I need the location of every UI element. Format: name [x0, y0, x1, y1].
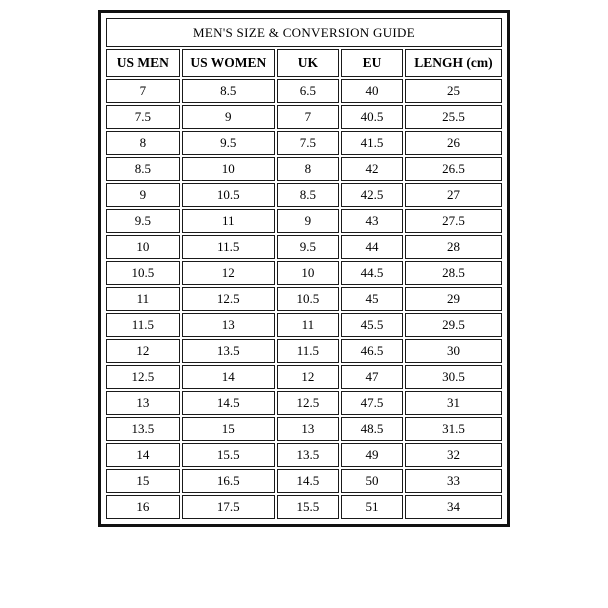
table-row [106, 417, 502, 441]
table-row [106, 235, 502, 259]
cell-uk: 8 [277, 157, 339, 181]
cell-uk: 8.5 [277, 183, 339, 207]
cell-us-women: 11 [182, 209, 275, 233]
cell-length: 27 [405, 183, 502, 207]
cell-us-women: 9 [182, 105, 275, 129]
cell-us-women: 9.5 [182, 131, 275, 155]
cell-us-women: 10 [182, 157, 275, 181]
cell-eu: 47 [341, 365, 403, 389]
cell-uk: 11.5 [277, 339, 339, 363]
table-row [106, 495, 502, 519]
cell-us-men: 12.5 [106, 365, 180, 389]
cell-us-men: 11 [106, 287, 180, 311]
cell-length: 33 [405, 469, 502, 493]
cell-us-men: 9 [106, 183, 180, 207]
column-header-length: LENGH (cm) [405, 49, 502, 77]
cell-length: 25 [405, 79, 502, 103]
cell-eu: 46.5 [341, 339, 403, 363]
cell-eu: 42 [341, 157, 403, 181]
cell-eu: 42.5 [341, 183, 403, 207]
cell-us-men: 10.5 [106, 261, 180, 285]
cell-uk: 10 [277, 261, 339, 285]
cell-length: 29 [405, 287, 502, 311]
cell-uk: 11 [277, 313, 339, 337]
cell-us-women: 16.5 [182, 469, 275, 493]
cell-us-women: 14.5 [182, 391, 275, 415]
cell-us-men: 7.5 [106, 105, 180, 129]
cell-eu: 44.5 [341, 261, 403, 285]
cell-us-men: 8 [106, 131, 180, 155]
cell-uk: 14.5 [277, 469, 339, 493]
cell-length: 30 [405, 339, 502, 363]
table-row [106, 209, 502, 233]
cell-length: 32 [405, 443, 502, 467]
cell-us-women: 12.5 [182, 287, 275, 311]
cell-us-women: 12 [182, 261, 275, 285]
cell-us-men: 12 [106, 339, 180, 363]
table-row [106, 313, 502, 337]
cell-uk: 7.5 [277, 131, 339, 155]
column-header-uk: UK [277, 49, 339, 77]
cell-eu: 48.5 [341, 417, 403, 441]
cell-us-women: 17.5 [182, 495, 275, 519]
title-row [106, 18, 502, 47]
cell-uk: 7 [277, 105, 339, 129]
cell-us-women: 15 [182, 417, 275, 441]
cell-uk: 9 [277, 209, 339, 233]
cell-uk: 6.5 [277, 79, 339, 103]
table-row [106, 339, 502, 363]
cell-eu: 51 [341, 495, 403, 519]
cell-us-women: 15.5 [182, 443, 275, 467]
cell-eu: 44 [341, 235, 403, 259]
cell-us-women: 13 [182, 313, 275, 337]
table-row [106, 391, 502, 415]
cell-us-women: 14 [182, 365, 275, 389]
cell-us-men: 8.5 [106, 157, 180, 181]
cell-eu: 41.5 [341, 131, 403, 155]
cell-length: 28 [405, 235, 502, 259]
cell-uk: 13 [277, 417, 339, 441]
cell-length: 30.5 [405, 365, 502, 389]
cell-us-men: 7 [106, 79, 180, 103]
cell-us-men: 9.5 [106, 209, 180, 233]
column-header-us-women: US WOMEN [182, 49, 275, 77]
cell-eu: 43 [341, 209, 403, 233]
column-header-eu: EU [341, 49, 403, 77]
cell-us-men: 16 [106, 495, 180, 519]
cell-eu: 49 [341, 443, 403, 467]
size-conversion-table [104, 16, 504, 521]
cell-length: 26.5 [405, 157, 502, 181]
cell-us-men: 13 [106, 391, 180, 415]
cell-uk: 9.5 [277, 235, 339, 259]
table-row [106, 131, 502, 155]
cell-length: 26 [405, 131, 502, 155]
cell-us-men: 14 [106, 443, 180, 467]
table-row [106, 287, 502, 311]
column-header-us-men: US MEN [106, 49, 180, 77]
cell-us-women: 11.5 [182, 235, 275, 259]
cell-eu: 45.5 [341, 313, 403, 337]
table-row [106, 469, 502, 493]
cell-length: 31 [405, 391, 502, 415]
cell-eu: 50 [341, 469, 403, 493]
size-chart-frame [98, 10, 510, 527]
cell-eu: 40.5 [341, 105, 403, 129]
cell-us-women: 8.5 [182, 79, 275, 103]
cell-uk: 10.5 [277, 287, 339, 311]
cell-length: 27.5 [405, 209, 502, 233]
cell-length: 28.5 [405, 261, 502, 285]
cell-us-men: 10 [106, 235, 180, 259]
cell-us-men: 15 [106, 469, 180, 493]
table-row [106, 105, 502, 129]
cell-uk: 12 [277, 365, 339, 389]
page-title: MEN'S SIZE & CONVERSION GUIDE [106, 18, 502, 47]
cell-eu: 45 [341, 287, 403, 311]
cell-eu: 47.5 [341, 391, 403, 415]
table-row [106, 183, 502, 207]
column-header-row [106, 49, 502, 77]
cell-length: 25.5 [405, 105, 502, 129]
table-header [106, 18, 502, 77]
cell-length: 29.5 [405, 313, 502, 337]
cell-uk: 15.5 [277, 495, 339, 519]
cell-length: 34 [405, 495, 502, 519]
cell-us-men: 11.5 [106, 313, 180, 337]
table-body [106, 79, 502, 519]
table-row [106, 79, 502, 103]
cell-uk: 13.5 [277, 443, 339, 467]
table-row [106, 261, 502, 285]
cell-us-men: 13.5 [106, 417, 180, 441]
table-row [106, 365, 502, 389]
cell-eu: 40 [341, 79, 403, 103]
cell-us-women: 10.5 [182, 183, 275, 207]
cell-length: 31.5 [405, 417, 502, 441]
table-row [106, 443, 502, 467]
cell-uk: 12.5 [277, 391, 339, 415]
table-row [106, 157, 502, 181]
cell-us-women: 13.5 [182, 339, 275, 363]
